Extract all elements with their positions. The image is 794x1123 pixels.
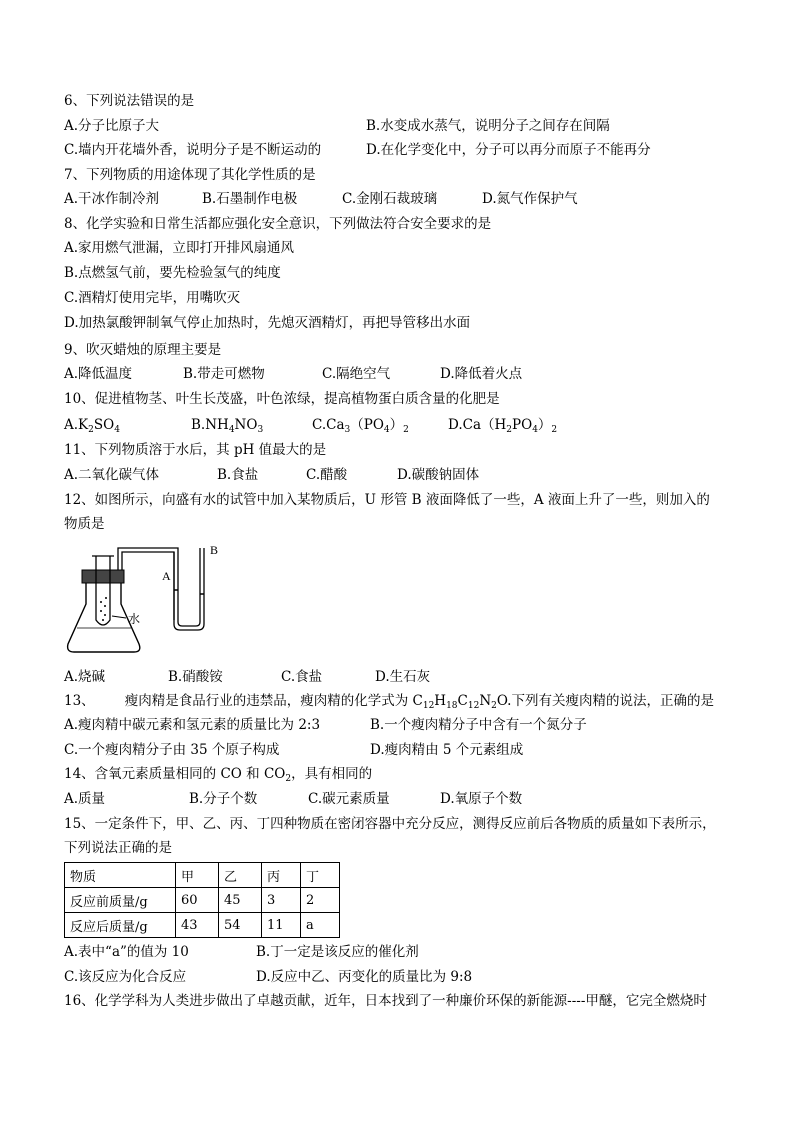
q11-option-d: D.碳酸钠固体 [397, 467, 480, 483]
q12-option-c: C.食盐 [281, 669, 323, 685]
table-cell: 反应前质量/g [65, 888, 176, 913]
table-cell: 反应后质量/g [65, 913, 176, 938]
table-cell: 3 [262, 888, 301, 913]
q6-option-a: A.分子比原子大 [64, 118, 160, 134]
mass-table [64, 862, 340, 938]
label-b: B [210, 543, 219, 557]
q13-option-b: B.一个瘦肉精分子中含有一个氮分子 [370, 717, 587, 733]
q16-stem: 16、化学学科为人类进步做出了卓越贡献，近年，日本找到了一种廉价环保的新能源----甲醚，它完全燃烧时 [64, 993, 707, 1009]
q8-option-a: A.家用燃气泄漏，立即打开排风扇通风 [64, 240, 295, 256]
q12-stem-line1: 12、如图所示，向盛有水的试管中加入某物质后，U 形管 B 液面降低了一些，A 液面上升了一些，则加入的 [64, 492, 710, 508]
q10-option-d: $D.Ca(H_2PO_4)_2$ [448, 417, 558, 435]
flask-u-tube-apparatus [66, 542, 226, 662]
q15-option-c: C.该反应为化合反应 [64, 969, 187, 985]
q11-option-a: A.二氧化碳气体 [64, 467, 160, 483]
table-header-row [65, 863, 340, 888]
q12-option-a: A.烧碱 [64, 669, 106, 685]
table-cell: 丙 [262, 863, 301, 888]
q15-stem-line1: 15、一定条件下，甲、乙、丙、丁四种物质在密闭容器中充分反应，测得反应前后各物质的质量如下表所示， [64, 816, 716, 832]
q14-option-c: C.碳元素质量 [308, 791, 390, 807]
q11-stem: 11、下列物质溶于水后，其 pH 值最大的是 [64, 442, 327, 458]
q15-option-a: A.表中“a”的值为 10 [64, 944, 189, 960]
q13-stem: 13、 瘦肉精是食品行业的违禁品，瘦肉精的化学式为 $C_{12}H_{18}C_{12}N_2O$.下列有关瘦肉精的说法，正确的是 [64, 693, 714, 711]
q14-stem: 14、含氧元素质量相同的 CO 和 $CO_2$，具有相同的 [64, 766, 373, 784]
table-cell: 丁 [301, 863, 340, 888]
q9-option-c: C.隔绝空气 [322, 366, 391, 382]
q10-stem: 10、促进植物茎、叶生长茂盛，叶色浓绿，提高植物蛋白质含量的化肥是 [64, 391, 500, 407]
q13-option-a: A.瘦肉精中碳元素和氢元素的质量比为 2:3 [64, 717, 321, 733]
q6-option-c: C.墙内开花墙外香，说明分子是不断运动的 [64, 142, 322, 158]
test-tube [96, 556, 110, 625]
q10-option-b: $B.NH_4NO_3$ [191, 417, 264, 435]
label-a: A [162, 569, 171, 583]
q14-option-a: A.质量 [64, 791, 106, 807]
q6-option-d: D.在化学变化中，分子可以再分而原子不能再分 [366, 142, 651, 158]
q7-option-b: B.石墨制作电极 [202, 191, 298, 207]
q14-option-d: D.氧原子个数 [440, 791, 523, 807]
q11-option-b: B.食盐 [217, 467, 259, 483]
q12-option-d: D.生石灰 [375, 669, 431, 685]
table-cell: 60 [176, 888, 219, 913]
q9-option-a: A.降低温度 [64, 366, 133, 382]
connecting-tube [118, 548, 178, 620]
table-cell: 43 [176, 913, 219, 938]
table-row [65, 913, 340, 938]
q7-option-d: D.氮气作保护气 [482, 191, 578, 207]
q9-option-d: D.降低着火点 [440, 366, 523, 382]
q8-option-c: C.酒精灯使用完毕，用嘴吹灭 [64, 290, 241, 306]
q9-option-b: B.带走可燃物 [183, 366, 265, 382]
table-cell: 物质 [65, 863, 176, 888]
q11-option-c: C.醋酸 [306, 467, 348, 483]
table-cell: 2 [301, 888, 340, 913]
q6-stem: 6、下列说法错误的是 [64, 93, 195, 109]
table-cell: a [301, 913, 340, 938]
label-water: 水 [128, 612, 141, 626]
q8-option-d: D.加热氯酸钾制氧气停止加热时，先熄灭酒精灯，再把导管移出水面 [64, 315, 471, 331]
rubber-stopper [82, 570, 124, 583]
test-tube-water [100, 597, 107, 621]
table-cell: 乙 [219, 863, 262, 888]
q10-option-c: $C.Ca_3(PO_4)_2$ [312, 417, 409, 435]
table-cell: 11 [262, 913, 301, 938]
q15-stem-line2: 下列说法正确的是 [64, 840, 172, 856]
q15-option-d: D.反应中乙、丙变化的质量比为 9:8 [256, 969, 473, 985]
q7-option-c: C.金刚石裁玻璃 [342, 191, 438, 207]
q8-stem: 8、化学实验和日常生活都应强化安全意识，下列做法符合安全要求的是 [64, 216, 492, 232]
table-cell: 45 [219, 888, 262, 913]
q8-option-b: B.点燃氢气前，要先检验氢气的纯度 [64, 265, 281, 281]
table-row [65, 888, 340, 913]
q7-stem: 7、下列物质的用途体现了其化学性质的是 [64, 167, 316, 183]
q13-option-c: C.一个瘦肉精分子由 35 个原子构成 [64, 742, 280, 758]
table-cell: 54 [219, 913, 262, 938]
q6-option-b: B.水变成水蒸气，说明分子之间存在间隔 [366, 118, 610, 134]
table-cell: 甲 [176, 863, 219, 888]
q14-option-b: B.分子个数 [189, 791, 258, 807]
q10-option-a: $A.K_2SO_4$ [64, 417, 120, 435]
q12-stem-line2: 物质是 [64, 516, 105, 532]
q12-option-b: B.硝酸铵 [168, 669, 223, 685]
q9-stem: 9、吹灭蜡烛的原理主要是 [64, 342, 222, 358]
q13-option-d: D.瘦肉精由 5 个元素组成 [370, 742, 524, 758]
q15-option-b: B.丁一定是该反应的催化剂 [256, 944, 419, 960]
q7-option-a: A.干冰作制冷剂 [64, 191, 160, 207]
